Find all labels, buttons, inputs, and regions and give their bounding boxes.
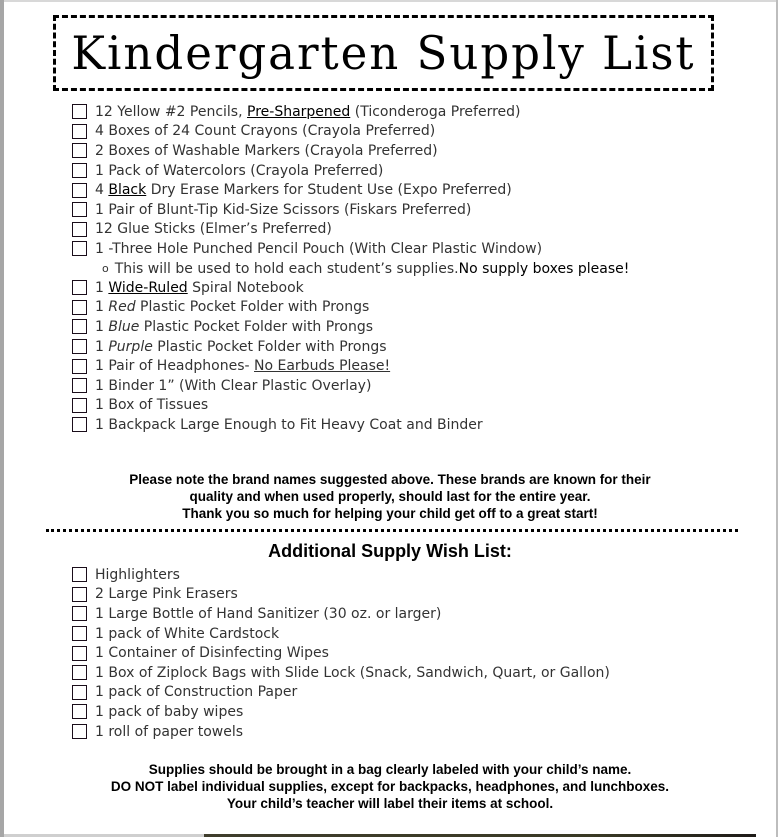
- checkbox[interactable]: [72, 241, 87, 256]
- item-label-part: (Ticonderoga Preferred): [350, 103, 521, 120]
- brand-note-line: Thank you so much for helping your child get off to a great start!: [182, 506, 598, 521]
- viewer-left-gutter: [0, 0, 4, 837]
- item-label-part: Pre-Sharpened: [247, 103, 351, 120]
- item-label-part: 4 Boxes of 24 Count Crayons (Crayola Preferred): [95, 123, 436, 140]
- item-label: Highlighters: [95, 566, 180, 583]
- brand-note-line: quality and when used properly, should last for the entire year.: [189, 489, 591, 504]
- checklist-item: [72, 722, 610, 742]
- item-label-part: 1: [95, 279, 109, 296]
- section-divider: [46, 529, 738, 532]
- item-label: 1 pack of baby wipes: [95, 703, 244, 720]
- supply-list-continued: [72, 278, 483, 435]
- item-label-part: Wide-Ruled: [108, 279, 188, 296]
- checkbox[interactable]: [72, 626, 87, 641]
- checklist-item: [72, 376, 483, 396]
- item-label-part: Plastic Pocket Folder with Prongs: [139, 318, 374, 335]
- checkbox[interactable]: [72, 646, 87, 661]
- checklist-item: [72, 643, 610, 663]
- item-label-part: 1 Pack of Watercolors (Crayola Preferred): [95, 162, 384, 179]
- checklist-item: [72, 200, 542, 220]
- item-label: 1 roll of paper towels: [95, 723, 244, 740]
- checkbox[interactable]: [72, 202, 87, 217]
- checklist-item: [72, 604, 610, 624]
- note-emphasis: No supply boxes please!: [458, 260, 630, 277]
- checkbox[interactable]: [72, 280, 87, 295]
- footer-note: [40, 761, 740, 812]
- item-label-part: 1: [95, 318, 109, 335]
- item-label-part: Purple: [108, 338, 153, 355]
- item-label-part: 1 Box of Tissues: [95, 397, 209, 414]
- checklist-item: [72, 565, 610, 585]
- item-label-part: Dry Erase Markers for Student Use (Expo Preferred): [146, 182, 512, 199]
- item-label-part: 1 Pair of Blunt-Tip Kid-Size Scissors (Fiskars Preferred): [95, 201, 472, 218]
- checklist-item: [72, 122, 542, 142]
- checkbox[interactable]: [72, 724, 87, 739]
- brand-note-line: Please note the brand names suggested above. These brands are known for their: [129, 472, 651, 487]
- checklist-item: [72, 415, 483, 435]
- checkbox[interactable]: [72, 398, 87, 413]
- item-label: 1 Container of Disinfecting Wipes: [95, 645, 329, 662]
- wish-list-heading: Additional Supply Wish List:: [268, 541, 512, 561]
- checklist-item: [72, 102, 542, 122]
- page-title: Kindergarten Supply List: [71, 26, 696, 80]
- item-label: 1 pack of White Cardstock: [95, 625, 280, 642]
- item-label-part: No Earbuds Please!: [254, 358, 391, 375]
- item-label-part: Black: [108, 182, 147, 199]
- checklist-item: [72, 702, 610, 722]
- item-label-part: 1: [95, 338, 109, 355]
- checklist-item: [72, 180, 542, 200]
- item-label: 1 Box of Ziplock Bags with Slide Lock (Snack, Sandwich, Quart, or Gallon): [95, 664, 610, 681]
- item-label-part: Plastic Pocket Folder with Prongs: [152, 338, 387, 355]
- item-label-part: 12 Glue Sticks (Elmer’s Preferred): [95, 221, 332, 238]
- page-top-edge: [4, 0, 778, 2]
- footer-note-line: Supplies should be brought in a bag clearly labeled with your child’s name.: [148, 762, 632, 777]
- note-text: This will be used to hold each student’s supplies.: [114, 260, 459, 277]
- item-label-part: 1: [95, 299, 109, 316]
- checkbox[interactable]: [72, 704, 87, 719]
- checkbox[interactable]: [72, 587, 87, 602]
- checkbox[interactable]: [72, 143, 87, 158]
- checkbox[interactable]: [72, 378, 87, 393]
- checkbox[interactable]: [72, 606, 87, 621]
- title-frame: [53, 15, 714, 91]
- checklist-item: [72, 161, 542, 181]
- item-label: 2 Large Pink Erasers: [95, 586, 238, 603]
- wish-list: [72, 565, 610, 741]
- checkbox[interactable]: [72, 567, 87, 582]
- item-label-part: Blue: [108, 318, 140, 335]
- item-label-part: 4: [95, 182, 109, 199]
- checklist-item: [72, 624, 610, 644]
- checkbox[interactable]: [72, 417, 87, 432]
- item-label-part: 1 -Three Hole Punched Pencil Pouch (With Clear Plastic Window): [95, 240, 543, 257]
- item-label-part: 1 Binder 1” (With Clear Plastic Overlay): [95, 377, 372, 394]
- checkbox[interactable]: [72, 665, 87, 680]
- checkbox[interactable]: [72, 300, 87, 315]
- item-label-part: 12 Yellow #2 Pencils,: [95, 103, 248, 120]
- checkbox[interactable]: [72, 183, 87, 198]
- footer-note-line: Your child’s teacher will label their items at school.: [226, 796, 554, 811]
- checklist-item: [72, 298, 483, 318]
- checkbox[interactable]: [72, 222, 87, 237]
- item-label-part: 2 Boxes of Washable Markers (Crayola Preferred): [95, 142, 438, 159]
- checklist-item: [72, 239, 542, 259]
- checklist-item: [72, 585, 610, 605]
- footer-note-line: DO NOT label individual supplies, except for backpacks, headphones, and lunchboxes.: [110, 779, 670, 794]
- item-label-part: Red: [108, 299, 136, 316]
- item-label-part: Plastic Pocket Folder with Prongs: [135, 299, 370, 316]
- item-label: 1 pack of Construction Paper: [95, 684, 298, 701]
- bullet-icon: o: [102, 262, 109, 276]
- checkbox[interactable]: [72, 359, 87, 374]
- checkbox[interactable]: [72, 319, 87, 334]
- checklist-item: [72, 396, 483, 416]
- checkbox[interactable]: [72, 339, 87, 354]
- checklist-item: [72, 356, 483, 376]
- pencil-pouch-note: [72, 259, 629, 279]
- item-label-part: Spiral Notebook: [187, 279, 304, 296]
- supply-list: [72, 102, 542, 259]
- checklist-item: [72, 278, 483, 298]
- checklist-item: [72, 663, 610, 683]
- checklist-item: [72, 337, 483, 357]
- checkbox[interactable]: [72, 104, 87, 119]
- checkbox[interactable]: [72, 163, 87, 178]
- brand-note: [40, 471, 740, 522]
- checklist-item: [72, 317, 483, 337]
- checklist-item: [72, 141, 542, 161]
- checkbox[interactable]: [72, 124, 87, 139]
- checkbox[interactable]: [72, 685, 87, 700]
- checklist-item: [72, 220, 542, 240]
- item-label-part: 1 Pair of Headphones-: [95, 358, 255, 375]
- checklist-item: [72, 683, 610, 703]
- item-label-part: 1 Backpack Large Enough to Fit Heavy Coat and Binder: [95, 416, 483, 433]
- item-label: 1 Large Bottle of Hand Sanitizer (30 oz. or larger): [95, 605, 442, 622]
